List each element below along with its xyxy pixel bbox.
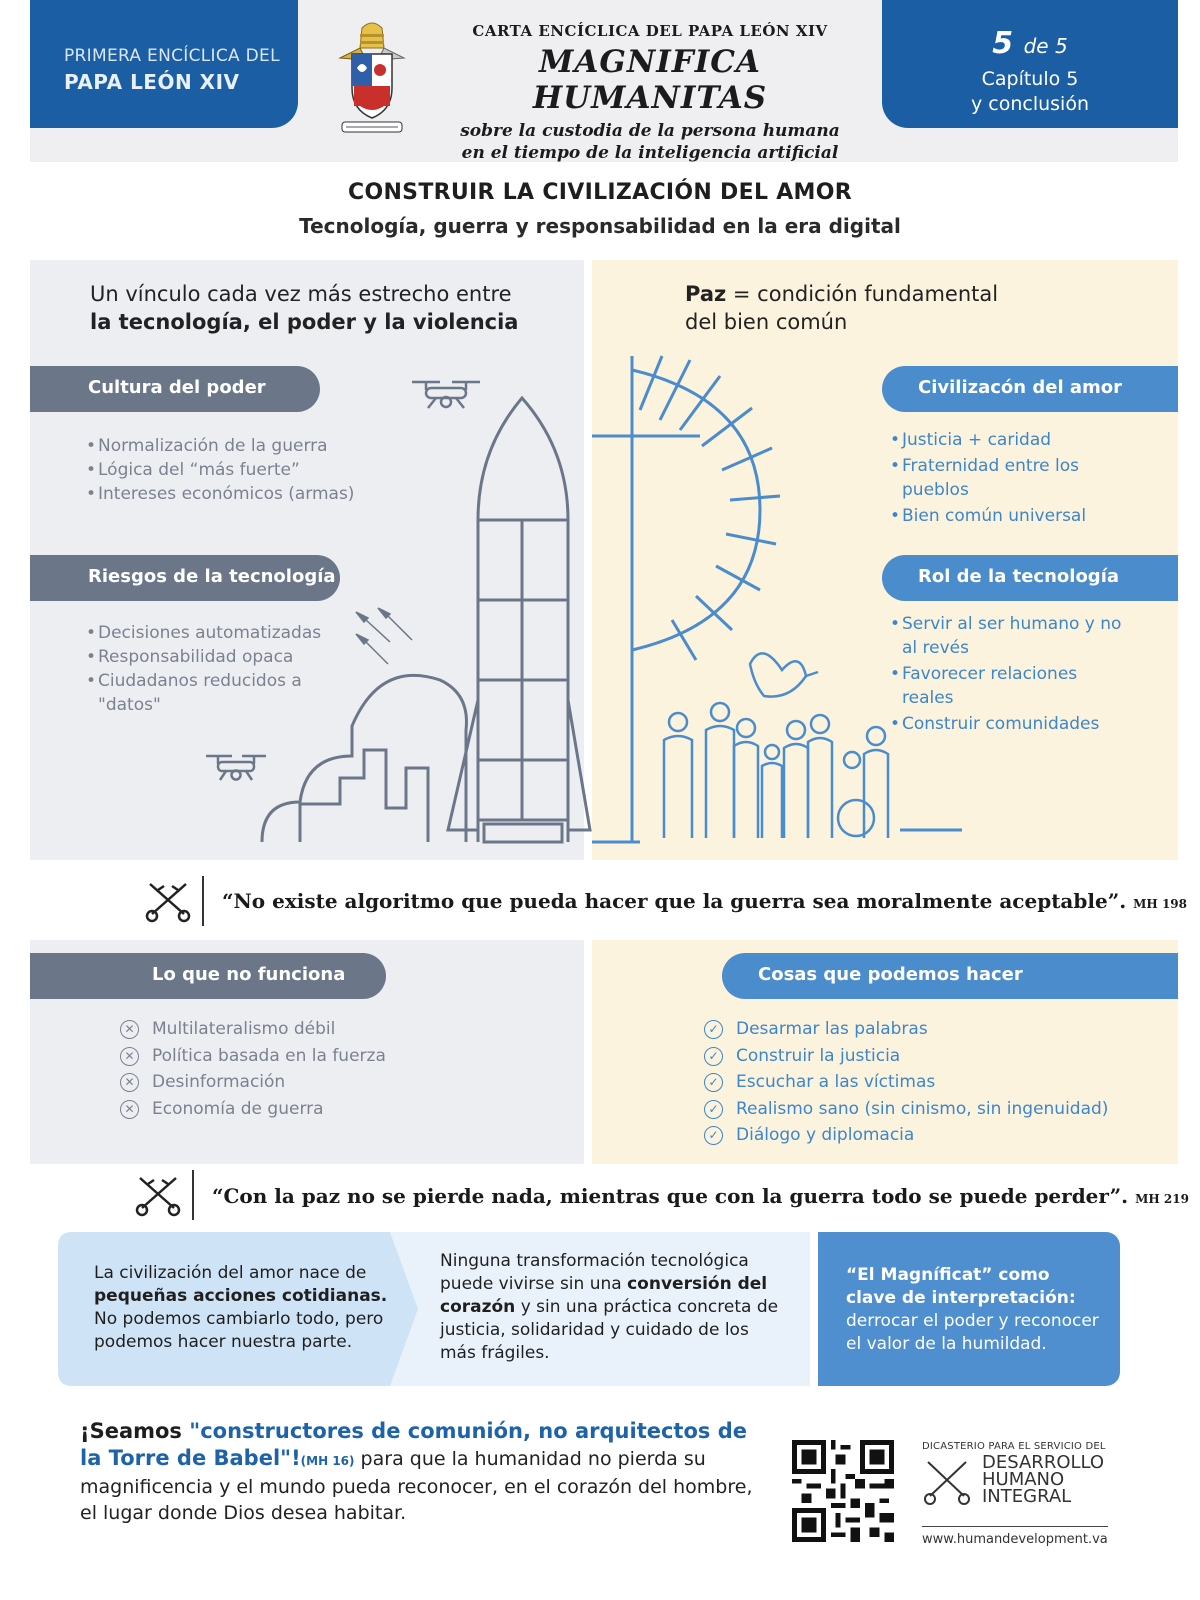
papal-coat-of-arms-icon [330,18,414,136]
list-item: • Decisiones automatizadas [86,621,346,645]
power-culture-heading: Cultura del poder [30,366,320,412]
dicastery-label: DICASTERIO PARA EL SERVICIO DEL [922,1441,1106,1452]
quote-divider [202,876,204,926]
x-circle-icon: ✕ [120,1100,139,1119]
magnificat-text: “El Magníficat” como clave de interpretación: derrocar el poder y reconocer el valor de la humildad. [846,1265,1099,1354]
encyclical-subtitle-2: en el tiempo de la inteligencia artificial [461,143,839,163]
list-item: ✓ Diálogo y diplomacia [704,1122,1144,1149]
list-item: • Construir comunidades [890,712,1130,736]
list-item: ✓ Escuchar a las víctimas [704,1069,1144,1096]
list-item: • Favorecer relaciones reales [890,662,1130,710]
footer-divider [922,1526,1108,1527]
quote-2-text: “Con la paz no se pierde nada, mientras que con la guerra todo se puede perder”. [212,1184,1129,1208]
left-intro-line1: Un vínculo cada vez más estrecho entre [90,282,512,306]
check-circle-icon: ✓ [704,1020,723,1039]
quote-1-text: “No existe algoritmo que pueda hacer que la guerra sea moralmente aceptable”. [222,889,1127,913]
civilization-of-love-list [890,428,1130,530]
list-item: • Fraternidad entre los pueblos [890,454,1130,502]
not-working-list [120,1016,520,1122]
qr-code-icon[interactable] [792,1440,894,1542]
x-circle-icon: ✕ [120,1020,139,1039]
chapter-line2: y conclusión [970,93,1089,115]
header-left-line2: PAPA LEÓN XIV [64,70,240,94]
quote-2-ref: MH 219 [1135,1192,1189,1206]
can-do-list [704,1016,1144,1149]
website-link[interactable]: www.humandevelopment.va [922,1532,1108,1547]
encyclical-label: CARTA ENCÍCLICA DEL PAPA LEÓN XIV [472,22,828,40]
right-intro [685,280,1105,336]
tech-risks-heading: Riesgos de la tecnología [30,555,340,601]
conversion-text: Ninguna transformación tecnológica puede vivirse sin una conversión del corazón y sin una práctica concreta de justicia, solidaridad y cuidado de los más frágiles. [440,1251,779,1363]
header-right-banner [882,0,1178,128]
power-culture-list [86,434,406,506]
left-intro [90,280,570,336]
dicastery-name: DESARROLLO HUMANO INTEGRAL [982,1452,1105,1507]
page-current: 5 [992,26,1014,61]
list-item: ✓ Construir la justicia [704,1043,1144,1070]
list-item: • Ciudadanos reducidos a "datos" [86,669,346,717]
list-item: • Bien común universal [890,504,1130,528]
tech-risks-list [86,621,346,717]
left-intro-line2: la tecnología, el poder y la violencia [90,310,519,334]
list-item: ✕ Desinformación [120,1069,520,1096]
encyclical-heading [420,22,880,164]
crossed-keys-icon [144,880,192,924]
technology-role-heading: Rol de la tecnología [882,555,1178,601]
closing-message: ¡Seamos "constructores de comunión, no arquitectos de la Torre de Babel"!(MH 16) para que la humanidad no pierda su magnificencia y el mundo pueda reconocer, en el corazón del hombre, el lugar donde Dios desea habitar. [80,1419,753,1524]
page-indicator [882,26,1178,61]
x-circle-icon: ✕ [120,1073,139,1092]
check-circle-icon: ✓ [704,1126,723,1145]
list-item: • Servir al ser humano y no al revés [890,612,1130,660]
not-working-heading: Lo que no funciona [30,953,386,999]
list-item: • Intereses económicos (armas) [86,482,406,506]
list-item: ✓ Realismo sano (sin cinismo, sin ingenuidad) [704,1096,1144,1123]
quote-2 [212,1184,1189,1208]
list-item: • Justicia + caridad [890,428,1130,452]
list-item: ✕ Economía de guerra [120,1096,520,1123]
page-title: CONSTRUIR LA CIVILIZACIÓN DEL AMOR [348,180,852,205]
crossed-keys-icon [134,1174,182,1218]
quote-1-ref: MH 198 [1133,897,1187,911]
right-intro-bold: Paz [685,282,727,306]
quote-divider [192,1170,194,1220]
encyclical-subtitle-1: sobre la custodia de la persona humana [460,121,840,141]
technology-role-list [890,612,1130,738]
list-item: ✓ Desarmar las palabras [704,1016,1144,1043]
list-item: • Responsabilidad opaca [86,645,346,669]
list-item: • Normalización de la guerra [86,434,406,458]
x-circle-icon: ✕ [120,1047,139,1066]
list-item: ✕ Política basada en la fuerza [120,1043,520,1070]
header-left-banner [30,0,298,128]
page-of: de 5 [1023,34,1068,58]
header-left-line1: PRIMERA ENCÍCLICA DEL [64,46,280,66]
quote-1 [222,889,1187,913]
chapter-line1: Capítulo 5 [981,68,1079,90]
check-circle-icon: ✓ [704,1100,723,1119]
right-intro-rest: = condición fundamental [726,282,999,306]
list-item: • Lógica del “más fuerte” [86,458,406,482]
encyclical-title: MAGNIFICA HUMANITAS [532,44,768,116]
can-do-heading: Cosas que podemos hacer [722,953,1178,999]
list-item: ✕ Multilateralismo débil [120,1016,520,1043]
daily-actions-text: La civilización del amor nace de pequeñas acciones cotidianas. No podemos cambiarlo todo, pero podemos hacer nuestra parte. [94,1263,388,1352]
right-intro-line2: del bien común [685,310,848,334]
check-circle-icon: ✓ [704,1047,723,1066]
dicastery-keys-logo-icon [922,1456,972,1508]
civilization-of-love-heading: Civilizacón del amor [882,366,1178,412]
page-subtitle: Tecnología, guerra y responsabilidad en la era digital [299,214,901,238]
check-circle-icon: ✓ [704,1073,723,1092]
